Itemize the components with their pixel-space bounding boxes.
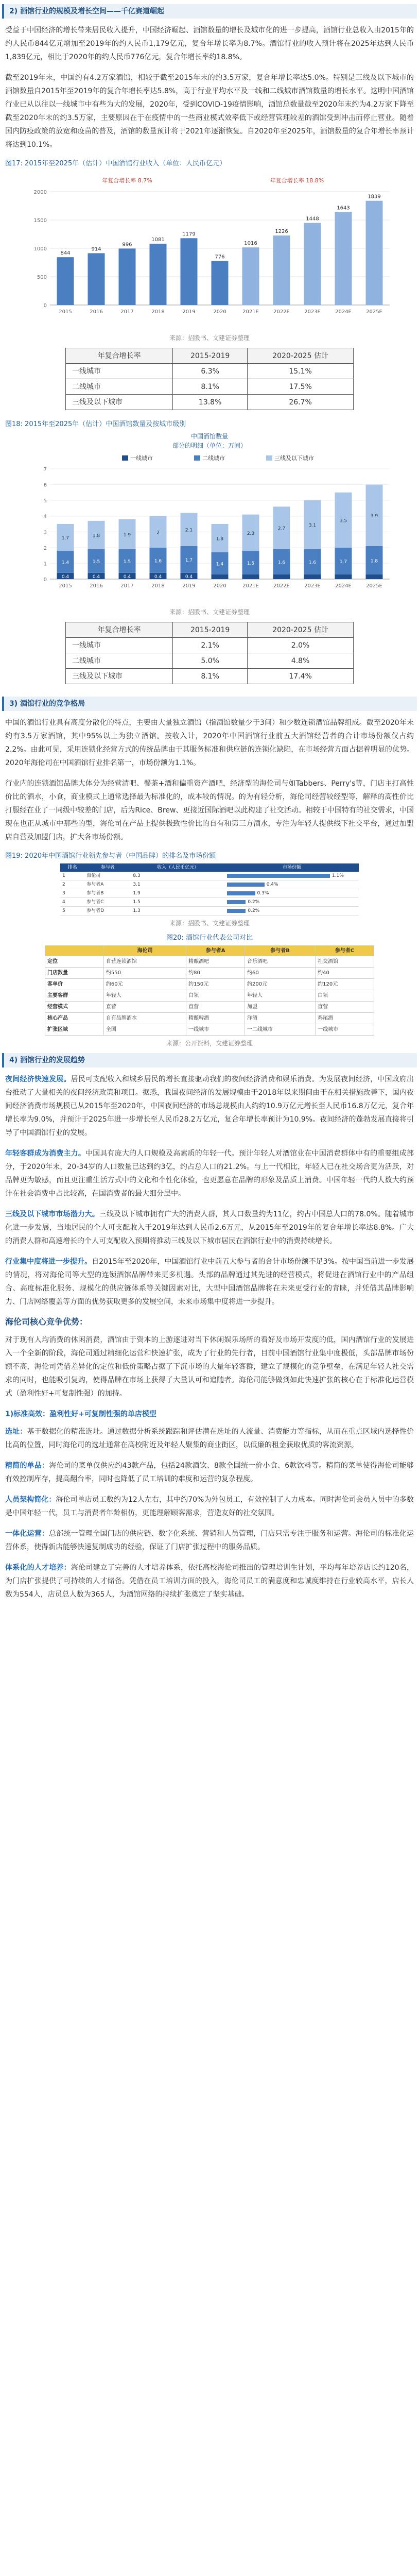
legend-label: 一线城市 <box>130 455 153 462</box>
table-row <box>60 898 359 907</box>
table-cell: 一线城市 <box>186 1024 245 1036</box>
table-header-row <box>66 622 354 638</box>
data-label: 2.3 <box>247 531 255 536</box>
revenue-cell: 1.5 <box>131 898 225 907</box>
data-label: 914 <box>91 246 101 252</box>
bar <box>273 235 290 305</box>
table-cell: 白领 <box>186 990 245 1002</box>
table-row <box>45 1024 374 1036</box>
market-share-table <box>60 863 359 916</box>
figure-subtitle: 部分的明细（单位：万间） <box>172 442 247 449</box>
trend-list <box>2 1073 417 1309</box>
list-item <box>2 1493 417 1520</box>
data-label: 1.8 <box>370 558 378 564</box>
cagr-table-bar-count <box>65 622 354 684</box>
data-label: 1.6 <box>308 560 317 566</box>
table-cell: 自营连锁酒馆 <box>103 956 186 968</box>
advantage-list <box>2 1425 417 1601</box>
paragraph: 受益于中国经济的增长带来居民收入提升，中国经济崛起、酒馆数量的增长及城市化的进一步提高，酒馆行业总收入由2015年的约人民币844亿元增加至2019年的约人民币1,179亿元，复合年增长率为8.7%。酒馆行业的收入预计将在2025年达到人民币1,839亿元，相比于2020年的约人民币776亿元，复合年增长率约18.8%。 <box>5 26 414 61</box>
share-cell <box>225 880 359 889</box>
x-tick-label: 2021E <box>242 583 259 589</box>
data-label: 1.5 <box>92 559 100 565</box>
bar <box>88 253 105 305</box>
table-row <box>45 990 374 1002</box>
list-item <box>2 1208 417 1248</box>
section-heading-trends: 4) 酒馆行业的发展趋势 <box>2 1053 417 1067</box>
list-item <box>2 1073 417 1140</box>
table-cell: 自有品牌酒水 <box>103 1013 186 1024</box>
data-label: 0.4 <box>61 574 69 580</box>
row-label-cell: 定位 <box>45 956 104 968</box>
bar <box>304 223 321 305</box>
list-item-label: 体系化的人才培养： <box>5 1564 71 1572</box>
list-item-label: 夜间经济快速发展。 <box>5 1075 71 1083</box>
figure-title: 图17: 2015年至2025年（估计）中国酒馆行业收入（单位：人民币亿元） <box>5 160 226 167</box>
data-label: 1.7 <box>185 557 193 563</box>
section-heading-market-size: 2) 酒馆行业的规模及增长空间——千亿赛道崛起 <box>2 4 417 19</box>
table-cell: 二线城市 <box>66 379 173 395</box>
legend-label: 三线及以下城市 <box>274 455 314 462</box>
table-row <box>45 979 374 990</box>
revenue-cell: 3.1 <box>131 880 225 889</box>
table-cell: 5.0% <box>173 653 248 669</box>
legend-swatch <box>194 455 200 461</box>
y-tick-label: 7 <box>43 467 47 472</box>
revenue-cell: 1.3 <box>131 907 225 916</box>
table-header-cell: 2020-2025 估计 <box>248 622 354 638</box>
data-label: 776 <box>215 254 225 260</box>
data-label: 2 <box>156 530 160 536</box>
y-tick-label: 500 <box>37 275 47 280</box>
list-item <box>2 1255 417 1309</box>
table-cell: 26.7% <box>248 395 354 410</box>
share-label: 0.2% <box>248 908 260 913</box>
figure-title: 图19: 2020年中国酒馆行业领先参与者（中国品牌）的排名及市场份额 <box>5 852 216 860</box>
list-item-label: 年轻客群成为消费主力。 <box>5 1149 85 1158</box>
data-label: 0.4 <box>185 574 193 580</box>
table-cell: 年轻人 <box>103 990 186 1002</box>
table-cell: 17.4% <box>248 669 354 684</box>
row-label-cell: 经营模式 <box>45 1002 104 1013</box>
bar-count-stacked-chart <box>19 450 400 604</box>
table-row <box>45 1013 374 1024</box>
market-share-table-body <box>60 872 359 916</box>
revenue-chart-svg <box>19 171 400 326</box>
y-tick-label: 1 <box>43 561 47 567</box>
x-tick-label: 2022E <box>273 583 290 589</box>
rank-cell: 1 <box>60 872 84 880</box>
data-label: 1081 <box>151 237 165 243</box>
data-label: 1.4 <box>216 562 224 567</box>
table-cell: 二线城市 <box>66 653 173 669</box>
table-cell: 社交酒馆 <box>316 956 374 968</box>
list-item <box>2 1527 417 1554</box>
data-label: 1226 <box>275 229 288 235</box>
share-cell <box>225 898 359 907</box>
list-item-text: 海伦司建立了完善的人才培养体系，依托高校海伦司推出的管理培训生计划，平均每年培养店长约120名，为门店扩张提供了可持续的人才储备。凭借在员工培训方面的投入，海伦司员工的满意度和忠诚度维持在行业较高水平，店长人数为554人，店员总人数为365人，为酒馆网络的持续扩张奠定了坚实基础。 <box>5 1564 414 1599</box>
table-row <box>66 669 354 684</box>
list-item-label: 选址： <box>5 1428 27 1436</box>
table-header-cell: 排名 <box>60 863 84 872</box>
table-cell: 约150元 <box>186 979 245 990</box>
y-tick-label: 2 <box>43 545 47 551</box>
list-item-label: 人员架构简化： <box>5 1496 56 1504</box>
share-cell <box>225 889 359 898</box>
row-label-cell: 扩张区域 <box>45 1024 104 1036</box>
table-row <box>66 379 354 395</box>
x-tick-label: 2023E <box>304 583 321 589</box>
x-tick-label: 2015 <box>59 309 72 315</box>
bar <box>150 244 167 305</box>
bar-segment <box>242 574 259 579</box>
list-item-text: 中国具有庞大的人口规模及高素质的年轻一代。预计年轻人对酒馆业在中国消费群体中有的重要组成部分，于2020年末，20-34岁的人口数量已达到约3亿，约占总人口的21.2%。与上一代相比，年轻人已在社交场合更为活跃，对品牌更为敏感，而且更注重生活方式中的文化和个性化体验，也更愿意在品牌的形象及品质上消费。中国年轻一代的人数大约预计在社会消费中占比较高，在国消费者的最大细分层中。 <box>5 1149 414 1198</box>
data-label: 1016 <box>244 241 257 247</box>
data-label: 2.7 <box>277 526 286 532</box>
table-header-cell: 市场份额 <box>225 863 359 872</box>
table-header-cell: 2015-2019 <box>173 622 248 638</box>
table-cell: 直营 <box>103 1002 186 1013</box>
list-item <box>2 1459 417 1486</box>
row-label-cell: 主要客群 <box>45 990 104 1002</box>
data-label: 3.9 <box>370 514 378 519</box>
table-cell: 6.3% <box>173 364 248 379</box>
list-item-label: 三线及以下城市市场潜力大。 <box>5 1210 99 1218</box>
table-cell: 三线及以下城市 <box>66 395 173 410</box>
share-bar <box>227 900 246 904</box>
x-tick-label: 2024E <box>335 583 352 589</box>
table-row <box>45 968 374 979</box>
table-cell: 约60元 <box>103 979 186 990</box>
rank-cell: 3 <box>60 889 84 898</box>
table-row <box>60 872 359 880</box>
table-header-cell: 海伦司 <box>103 946 186 956</box>
list-item <box>2 1425 417 1452</box>
table-cell: 一线城市 <box>66 364 173 379</box>
table-row <box>45 956 374 968</box>
table-row <box>66 395 354 410</box>
x-tick-label: 2019 <box>182 309 196 315</box>
data-label: 1.7 <box>339 559 347 565</box>
y-tick-label: 1000 <box>33 246 47 252</box>
bar <box>242 247 259 305</box>
annotation: 年复合增长率 8.7% <box>102 177 152 184</box>
data-label: 0.4 <box>123 574 131 580</box>
table-header-cell: 年复合增长率 <box>66 348 173 364</box>
data-label: 1.5 <box>247 561 255 566</box>
table-cell: 一线城市 <box>316 1024 374 1036</box>
figure-title: 图18: 2015年至2025年（估计）中国酒馆数量及按城市级别 <box>5 420 186 428</box>
table-cell: 直营 <box>186 1002 245 1013</box>
list-item <box>2 1561 417 1601</box>
table-cell: 年轻人 <box>245 990 316 1002</box>
data-label: 3.5 <box>339 518 347 524</box>
bar <box>212 261 229 305</box>
rank-cell: 2 <box>60 880 84 889</box>
table-cell: 鸡尾酒 <box>316 1013 374 1024</box>
row-label-cell: 门店数量 <box>45 968 104 979</box>
list-item-text: 自2015年至2020年，中国酒馆行业中前五大参与者的合计市场份额不足3%。按中国当前进一步发展的情况，将对海伦司等大型的连锁酒馆品牌带来更多机遇。头部的品牌通过其先进的经营模式，将促进在酒馆行业中的产品组合、高度标准化服务、规模化的供应链体系等关键因素对比，大型中国酒馆品牌将在未来更受行业的青睐，并凭借其品牌影响力、门店网络覆盖等方面的优势获取更多的发展空间，未来市场集中度将进一步提升。 <box>5 1258 414 1306</box>
list-item-label: 行业集中度将进一步提升。 <box>5 1258 92 1266</box>
section-title-advantages: 海伦司核心竞争优势： <box>5 1317 88 1327</box>
company-compare-table-body <box>45 956 374 1036</box>
list-item-text: 基于数据化的精准选址。通过数据分析系统跟踪和评估潜在选址的人流量、消费能力等指标，从而在重点区域内选择性价比高的位置，同时海伦司的选址通常在高校附近及年轻人聚集的商业街区，以低廉的租金获取优质的客流资源。 <box>5 1428 414 1449</box>
table-cell: 2.1% <box>173 638 248 653</box>
table-cell: 13.8% <box>173 395 248 410</box>
table-cell: 一二线城市 <box>245 1024 316 1036</box>
table-cell: 8.1% <box>173 669 248 684</box>
share-bar <box>227 874 330 878</box>
name-cell: 参与者A <box>84 880 131 889</box>
sub-heading: 1)标准高效：盈利性好+可复制性强的单店模型 <box>5 1410 156 1418</box>
figure-source: 来源：招股书、文建证券整理 <box>169 920 250 927</box>
x-tick-label: 2018 <box>151 583 165 589</box>
table-header-row <box>60 863 359 872</box>
x-tick-label: 2016 <box>90 309 103 315</box>
row-label-cell: 核心产品 <box>45 1013 104 1024</box>
share-label: 0.2% <box>248 900 260 905</box>
x-tick-label: 2023E <box>304 309 321 315</box>
data-label: 1.5 <box>123 559 131 565</box>
table-header-cell: 参与者A <box>186 946 245 956</box>
table-cell: 洋酒 <box>245 1013 316 1024</box>
table-header-cell: 参与者 <box>84 863 131 872</box>
section-heading-competition: 3) 酒馆行业的竞争格局 <box>2 697 417 711</box>
y-tick-label: 1500 <box>33 218 47 224</box>
paragraph: 行业内的连锁酒馆品牌大体分为经营清吧、餐茶+酒和偏重资产酒吧，经济型的海伦司与如Tabbers、Perry's等，门店主打高性价比的酒水，小食，商业模式上通常选择最为标准化的，成本较的情况。的为有轻分析，海伦司经营较经型等，解释的高性价比打服经在业了一同级中较差的门店，后为Rice、Brew、更接近国际酒吧以此构建了社交活动。相较于中国特有的社交需求，中国现在也正从城市中那些的型，海伦司在产品上提供极致性价比的自有和第三方酒水，专注为年轻人提供线下社交平台，通过加盟店自营及加盟门店，扩大各市场份额。 <box>5 779 414 841</box>
table-cell: 约200元 <box>245 979 316 990</box>
rank-cell: 4 <box>60 898 84 907</box>
data-label: 1643 <box>337 205 350 211</box>
bar-count-chart-svg <box>19 450 400 600</box>
data-label: 1.6 <box>277 560 286 566</box>
paragraph: 截至2019年末，中国约有4.2万家酒馆，相较于截至2015年末的约3.5万家，复合年增长率达5.0%。特别是三线及以下城市的酒馆数量自2015年至2019年的复合年增长率达5.8%，高于行业平均水平及一线和二线城市酒馆数量的增长水平。这明中国酒馆行业已从以往以一线城市中有些为大的发展，2020年，受到COVID-19疫情影响，酒馆总数量截至2020年末约为4.2万家下降至截至2020年末的约3.5万家，主要原因在于在疫情中的一些商业模式效率低下或经营管理较差的酒馆受到冲击而停止营业。随着国内防疫政策的放宽和疫苗的普及，酒馆的数量预计将于2021年逐渐恢复。自2020年至2025年，酒馆数量的复合年增长率预计将达到10.1%。 <box>5 74 414 149</box>
row-label-cell: 客单价 <box>45 979 104 990</box>
data-label: 996 <box>122 242 132 248</box>
table-cell: 17.5% <box>248 379 354 395</box>
table-cell: 2.0% <box>248 638 354 653</box>
rank-cell: 5 <box>60 907 84 916</box>
figure-title: 图20: 酒馆行业代表公司对比 <box>166 934 253 942</box>
table-cell: 全国 <box>103 1024 186 1036</box>
legend-label: 二线城市 <box>202 455 225 462</box>
revenue-bar-chart <box>19 171 400 330</box>
data-label: 0.4 <box>92 574 100 580</box>
data-label: 2.1 <box>185 528 193 533</box>
data-label: 1.6 <box>154 558 162 564</box>
data-label: 0.4 <box>154 574 162 580</box>
table-cell: 4.8% <box>248 653 354 669</box>
paragraph: 中国的酒馆行业具有高度分散化的特点，主要由大量独立酒馆（指酒馆数量少于3间）和少数连锁酒馆品牌组成。截至2020年末约有3.5万家酒馆，其中95%以上为独立酒馆。按收入计，2020年中国酒馆行业前五大酒馆经营者的合计市场份额仅占约2.2%。由此可见，采用连锁化经营方式的传统品牌由于其服务标准和供应链的连锁化缺陷，在市场经营方面占据着明显的优势。2020年海伦司在中国酒馆行业排名第一，市场份额为1.1%。 <box>5 719 414 767</box>
y-tick-label: 3 <box>43 530 47 536</box>
share-label: 0.3% <box>257 891 269 896</box>
share-bar <box>227 891 255 895</box>
list-item-text: 海伦司单店员工数约为12人左右，其中约70%为外包员工，有效控制了人力成本。同时海伦司会员人员中的多数是中国年轻一代，员工与消费者年龄相仿，更能理解顾客需求，营造友好的社交氛围。 <box>5 1496 414 1517</box>
x-tick-label: 2025E <box>366 583 382 589</box>
table-row <box>60 907 359 916</box>
list-item-text: 居民可支配收入和城乡居民的增长直接驱动我们的夜间经济消费和娱乐消费。为发展夜间经济，中国政府出台推动了大量相关的夜间经济政策和项目。据悉，我国夜间经济的发展规模由于2018年以来期间由于在相关措施改善下，国内夜间经济消费市场规模已从2015年至2020年，中国夜间经济的市场总规模由人约约10.9万亿元增长至人民币16.8万亿元，复合年增长率为9.0%，并预计于2025年进一步增长至人民币28.2万亿元，复合年增长率预计为10.9%。夜间经济的蓬勃发展直接将引导了中国酒馆行业的发展。 <box>5 1075 414 1137</box>
revenue-cell: 8.3 <box>131 872 225 880</box>
bar-segment <box>212 574 229 579</box>
name-cell: 参与者B <box>84 889 131 898</box>
share-cell <box>225 872 359 880</box>
list-item-text: 总部统一管理全国门店的供应链、数字化系统、营销和人员管理，门店只需专注于服务和运营。海伦司的标准化运营体系，使得新店能够快速复制成功的经验，保证了门店扩张过程中的服务品质。 <box>5 1530 414 1551</box>
y-tick-label: 5 <box>43 498 47 504</box>
data-label: 844 <box>60 250 71 257</box>
bar <box>366 201 383 305</box>
table-cell: 约120元 <box>316 979 374 990</box>
share-bar <box>227 883 265 887</box>
table-header-cell: 2015-2019 <box>173 348 248 364</box>
figure-subtitle: 中国酒馆数量 <box>190 433 228 440</box>
data-label: 3.1 <box>308 523 317 529</box>
table-header-cell <box>45 946 104 956</box>
list-item-label: 一体化运营： <box>5 1530 49 1538</box>
name-cell: 海伦司 <box>84 872 131 880</box>
x-tick-label: 2024E <box>335 309 352 315</box>
table-cell: 精酿啤酒 <box>186 1013 245 1024</box>
name-cell: 参与者C <box>84 898 131 907</box>
y-tick-label: 6 <box>43 482 47 488</box>
x-tick-label: 2017 <box>120 583 134 589</box>
bar <box>335 212 352 305</box>
table-row <box>60 889 359 898</box>
list-item-label: 精简的单品： <box>5 1462 49 1470</box>
x-tick-label: 2015 <box>59 583 72 589</box>
x-tick-label: 2016 <box>90 583 103 589</box>
table-header-row <box>66 348 354 364</box>
table-header-cell: 参与者B <box>245 946 316 956</box>
bar-segment <box>335 574 352 579</box>
bar <box>181 238 198 305</box>
table-cell: 15.1% <box>248 364 354 379</box>
list-item-text: 海伦司的菜单仅供应约43款产品，包括24款酒饮、8款全国统一价小食、6款饮料等。精简的菜单使得海伦司能够有效控制库存，提高翻台率，同时也降低了员工培训的难度和运营的复杂程度。 <box>5 1462 414 1483</box>
share-label: 1.1% <box>332 873 344 878</box>
name-cell: 参与者D <box>84 907 131 916</box>
table-row <box>66 638 354 653</box>
data-label: 1.8 <box>216 536 224 542</box>
table-cell: 直营 <box>316 1002 374 1013</box>
share-label: 0.4% <box>266 882 278 887</box>
table-cell: 音乐酒吧 <box>245 956 316 968</box>
table-row <box>60 880 359 889</box>
y-tick-label: 0 <box>43 303 47 309</box>
list-item <box>2 1147 417 1200</box>
x-tick-label: 2022E <box>273 309 290 315</box>
y-tick-label: 2000 <box>33 190 47 195</box>
report-page <box>0 4 419 1619</box>
table-cell: 三线及以下城市 <box>66 669 173 684</box>
table-cell: 约40 <box>316 968 374 979</box>
data-label: 1.9 <box>123 532 131 538</box>
table-cell: 白领 <box>316 990 374 1002</box>
x-tick-label: 2021E <box>242 309 259 315</box>
x-tick-label: 2025E <box>366 309 382 315</box>
bar-segment <box>366 574 383 579</box>
bar <box>119 248 136 305</box>
y-tick-label: 4 <box>43 514 47 520</box>
data-label: 1179 <box>182 231 196 238</box>
figure-source: 来源：招股书、文建证券整理 <box>169 334 250 342</box>
legend-swatch <box>122 455 128 461</box>
data-label: 1.7 <box>61 535 69 541</box>
revenue-cell: 1.9 <box>131 889 225 898</box>
share-cell <box>225 907 359 916</box>
x-tick-label: 2017 <box>120 309 134 315</box>
table-header-cell: 收入（人民币亿元） <box>131 863 225 872</box>
x-tick-label: 2020 <box>213 583 226 589</box>
bar-segment <box>273 574 290 579</box>
data-label: 1448 <box>306 216 319 222</box>
data-label: 1.8 <box>92 533 100 539</box>
table-cell: 约60 <box>245 968 316 979</box>
paragraph: 对于现有人均消费的休闲消费，酒馆由于资本的上游逐进对当下休闲娱乐场所的看好及市场开发度的低，国内酒馆行业的发展进入一个全新的阶段，海伦司通过精细化运营和快速扩张，成为了行业的先行者，目前中国酒馆行业集中度极低，头部品牌市场份额不高，海伦司凭借差异化的定位和低价策略占据了下沉市场的大量年轻客群，建立了规模化的竞争壁垒，在满足年轻人社交需求的同时，也能吸引复购，使得品牌在市场上获得了大量认可和追随者。海伦司能够做到如此快速扩张的核心在于标准化运营模式（盈利性好+可复制性强）的加持。 <box>5 1336 414 1398</box>
data-label: 1.4 <box>61 560 69 566</box>
annotation: 年复合增长率 18.8% <box>270 177 324 184</box>
table-cell: 约550 <box>103 968 186 979</box>
x-tick-label: 2018 <box>151 309 165 315</box>
data-label: 1839 <box>368 194 381 200</box>
table-row <box>66 364 354 379</box>
table-row <box>45 1002 374 1013</box>
table-cell: 8.1% <box>173 379 248 395</box>
list-item-text: 三线及以下城市拥有广大的消费人群，其人口数量约为11亿，约占中国总人口的78.0%。随着城市化进一步发展，当地居民的个人可支配收入于2019年达到人民币2.6万元，从2015年至2019年的复合年增长率达8.8%。广大的消费人群和高速增长的个人可支配收入预期将推动三线及以下城市居民在酒馆行业中的消费持续增长。 <box>5 1210 414 1245</box>
bar-segment <box>304 574 321 579</box>
table-cell: 一线城市 <box>66 638 173 653</box>
table-cell: 精酿酒吧 <box>186 956 245 968</box>
bar <box>57 257 74 305</box>
table-cell: 约80 <box>186 968 245 979</box>
x-tick-label: 2019 <box>182 583 196 589</box>
cagr-table-revenue <box>65 348 354 410</box>
figure-source: 来源：公开资料，文建证券整理 <box>166 1040 253 1047</box>
table-header-cell: 2020-2025 估计 <box>248 348 354 364</box>
company-compare-table <box>45 945 374 1036</box>
table-cell: 加盟 <box>245 1002 316 1013</box>
x-tick-label: 2020 <box>213 309 226 315</box>
y-tick-label: 0 <box>43 577 47 583</box>
legend-swatch <box>266 455 272 461</box>
table-row <box>66 653 354 669</box>
table-header-cell: 参与者C <box>316 946 374 956</box>
share-bar <box>227 909 246 913</box>
table-header-cell: 年复合增长率 <box>66 622 173 638</box>
table-header-row <box>45 946 374 956</box>
figure-source: 来源：招股书、文建证券整理 <box>169 608 250 616</box>
